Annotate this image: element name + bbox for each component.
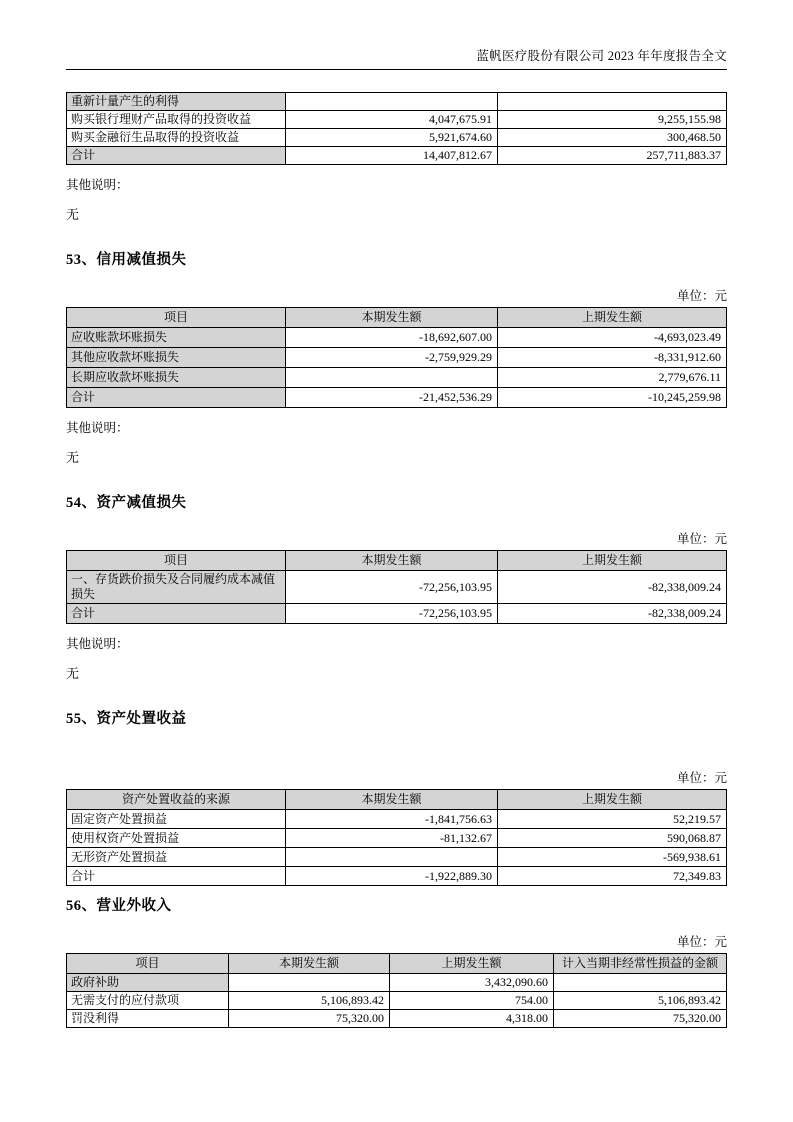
column-header-cell: 上期发生额	[498, 551, 727, 571]
value-cell: 5,921,674.60	[286, 129, 498, 147]
table-header-row	[67, 551, 727, 571]
table-row	[67, 604, 727, 624]
asset-impairment-table	[66, 550, 727, 624]
row-label-cell: 购买金融衍生品取得的投资收益	[67, 129, 286, 147]
other-notes-value: 无	[66, 207, 80, 222]
header-divider	[66, 69, 727, 70]
value-cell: 14,407,812.67	[286, 147, 498, 165]
table-header-row	[67, 954, 727, 974]
value-cell: -72,256,103.95	[286, 604, 498, 624]
value-cell: 257,711,883.37	[498, 147, 727, 165]
value-cell: 2,779,676.11	[498, 368, 727, 388]
other-notes-label: 其他说明：	[66, 421, 129, 435]
table-row	[67, 1010, 727, 1028]
table-row	[67, 829, 727, 848]
value-cell: -82,338,009.24	[498, 571, 727, 604]
value-cell: 300,468.50	[498, 129, 727, 147]
unit-label: 单位：元	[676, 289, 727, 303]
value-cell: -1,922,889.30	[286, 867, 498, 886]
row-label-cell: 无需支付的应付款项	[67, 992, 229, 1010]
table-row	[67, 368, 727, 388]
value-cell: 4,047,675.91	[286, 111, 498, 129]
section-54-title: 54、资产减值损失	[66, 495, 187, 511]
column-header-cell: 本期发生额	[286, 308, 498, 328]
column-header-cell: 项目	[67, 551, 286, 571]
other-notes-value: 无	[66, 666, 80, 681]
value-cell: 72,349.83	[498, 867, 727, 886]
row-label-cell: 重新计量产生的利得	[67, 93, 286, 111]
other-notes-value: 无	[66, 450, 80, 465]
value-cell	[286, 848, 498, 867]
value-cell: -1,841,756.63	[286, 810, 498, 829]
value-cell: 5,106,893.42	[554, 992, 727, 1010]
value-cell: 590,068.87	[498, 829, 727, 848]
value-cell: -569,938.61	[498, 848, 727, 867]
table-row	[67, 848, 727, 867]
row-label-cell: 一、存货跌价损失及合同履约成本减值损失	[67, 571, 286, 604]
other-notes-label: 其他说明：	[66, 178, 129, 192]
value-cell: 4,318.00	[390, 1010, 554, 1028]
table-row	[67, 129, 727, 147]
table-row	[67, 348, 727, 368]
table-row	[67, 992, 727, 1010]
row-label-cell: 固定资产处置损益	[67, 810, 286, 829]
value-cell	[229, 974, 390, 992]
value-cell: -10,245,259.98	[498, 388, 727, 408]
investment-income-continuation-table	[66, 92, 727, 165]
section-55-title: 55、资产处置收益	[66, 711, 187, 727]
value-cell: -72,256,103.95	[286, 571, 498, 604]
value-cell: -2,759,929.29	[286, 348, 498, 368]
value-cell: -82,338,009.24	[498, 604, 727, 624]
value-cell: 3,432,090.60	[390, 974, 554, 992]
table-row	[67, 867, 727, 886]
value-cell: 9,255,155.98	[498, 111, 727, 129]
column-header-cell: 上期发生额	[498, 308, 727, 328]
value-cell: -18,692,607.00	[286, 328, 498, 348]
value-cell: -4,693,023.49	[498, 328, 727, 348]
column-header-cell: 计入当期非经常性损益的金额	[554, 954, 727, 974]
column-header-cell: 项目	[67, 954, 229, 974]
value-cell: 52,219.57	[498, 810, 727, 829]
table-row	[67, 111, 727, 129]
table-header-row	[67, 790, 727, 810]
table-row	[67, 974, 727, 992]
unit-label: 单位：元	[676, 935, 727, 949]
section-53-title: 53、信用减值损失	[66, 252, 187, 268]
value-cell: 75,320.00	[554, 1010, 727, 1028]
table-header-row	[67, 308, 727, 328]
column-header-cell: 本期发生额	[229, 954, 390, 974]
asset-disposal-table	[66, 789, 727, 886]
column-header-cell: 项目	[67, 308, 286, 328]
row-label-cell: 合计	[67, 147, 286, 165]
row-label-cell: 其他应收款坏账损失	[67, 348, 286, 368]
column-header-cell: 上期发生额	[498, 790, 727, 810]
row-label-cell: 长期应收款坏账损失	[67, 368, 286, 388]
value-cell: 75,320.00	[229, 1010, 390, 1028]
row-label-cell: 购买银行理财产品取得的投资收益	[67, 111, 286, 129]
column-header-cell: 资产处置收益的来源	[67, 790, 286, 810]
value-cell: 5,106,893.42	[229, 992, 390, 1010]
column-header-cell: 上期发生额	[390, 954, 554, 974]
row-label-cell: 应收账款坏账损失	[67, 328, 286, 348]
table-row	[67, 810, 727, 829]
table-row	[67, 328, 727, 348]
unit-label: 单位：元	[676, 771, 727, 785]
row-label-cell: 使用权资产处置损益	[67, 829, 286, 848]
non-operating-income-table	[66, 953, 727, 1028]
column-header-cell: 本期发生额	[286, 551, 498, 571]
document-title-header: 蓝帆医疗股份有限公司 2023 年年度报告全文	[476, 49, 727, 63]
row-label-cell: 罚没利得	[67, 1010, 229, 1028]
value-cell	[498, 93, 727, 111]
section-56-title: 56、营业外收入	[66, 898, 172, 914]
row-label-cell: 合计	[67, 388, 286, 408]
row-label-cell: 政府补助	[67, 974, 229, 992]
value-cell: -8,331,912.60	[498, 348, 727, 368]
value-cell: 754.00	[390, 992, 554, 1010]
value-cell: -81,132.67	[286, 829, 498, 848]
credit-impairment-table	[66, 307, 727, 408]
row-label-cell: 合计	[67, 867, 286, 886]
table-row	[67, 147, 727, 165]
value-cell	[286, 368, 498, 388]
unit-label: 单位：元	[676, 532, 727, 546]
row-label-cell: 无形资产处置损益	[67, 848, 286, 867]
column-header-cell: 本期发生额	[286, 790, 498, 810]
table-row	[67, 93, 727, 111]
other-notes-label: 其他说明：	[66, 637, 129, 651]
row-label-cell: 合计	[67, 604, 286, 624]
table-row	[67, 388, 727, 408]
value-cell	[286, 93, 498, 111]
table-row	[67, 571, 727, 604]
value-cell	[554, 974, 727, 992]
value-cell: -21,452,536.29	[286, 388, 498, 408]
